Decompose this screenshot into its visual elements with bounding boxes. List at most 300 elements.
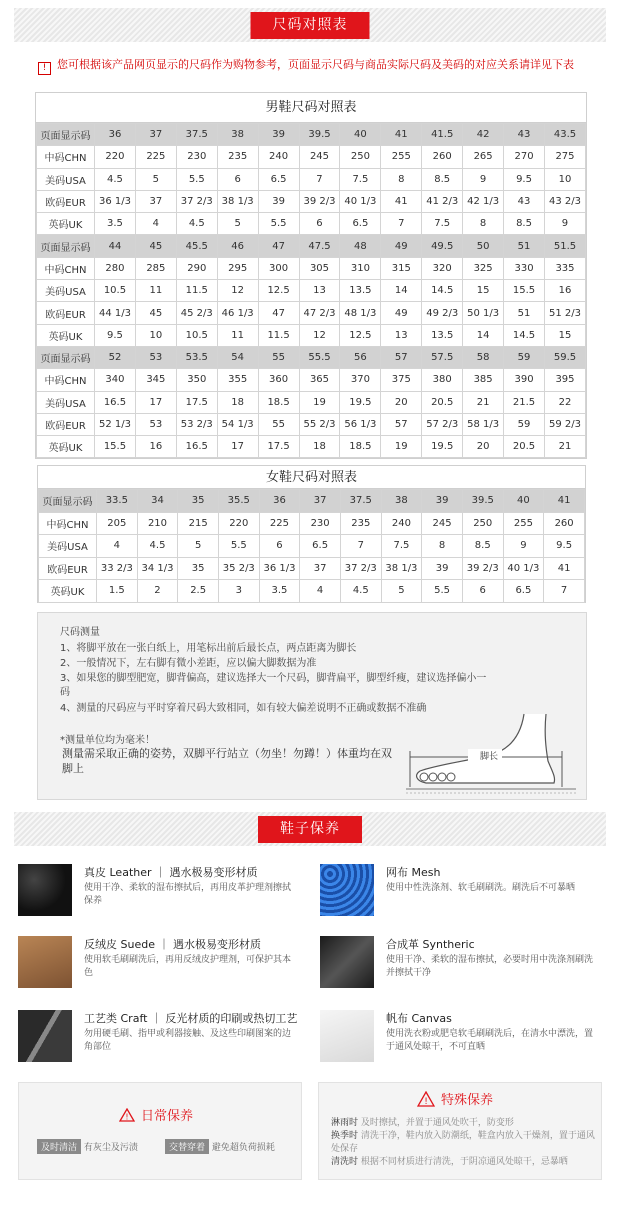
care-canvas — [320, 1010, 594, 1066]
care-title: 网布 Mesh — [386, 866, 441, 879]
table-row — [37, 302, 586, 324]
size-cell: 43.5 — [544, 124, 585, 146]
daily-text: 避免超负荷损耗 — [211, 1143, 275, 1153]
size-cell: 305 — [299, 257, 340, 279]
row-label-cell: 美码USA — [39, 535, 97, 558]
size-cell: 6 — [299, 213, 340, 235]
warning-icon — [119, 1108, 135, 1122]
special-label: 清洗时 — [331, 1157, 359, 1167]
synthetic-swatch — [320, 936, 374, 988]
size-cell: 21.5 — [504, 391, 545, 413]
size-cell: 45 — [135, 235, 176, 257]
size-cell: 225 — [135, 146, 176, 168]
size-cell: 33 2/3 — [97, 557, 138, 580]
size-cell: 38 1/3 — [381, 557, 422, 580]
size-cell: 22 — [544, 391, 585, 413]
care-desc: 使用干净、柔软的湿布擦拭，必要时用中洗涤剂刷洗并擦拭干净 — [386, 955, 594, 978]
size-cell: 375 — [381, 369, 422, 391]
size-cell: 265 — [463, 146, 504, 168]
size-cell: 5.5 — [218, 535, 259, 558]
row-label-cell: 欧码EUR — [37, 190, 95, 212]
size-cell: 325 — [463, 257, 504, 279]
leather-swatch — [18, 864, 72, 916]
size-cell: 57 2/3 — [422, 413, 463, 435]
size-cell: 41 2/3 — [422, 190, 463, 212]
size-cell: 51 2/3 — [544, 302, 585, 324]
size-cell: 12 — [217, 280, 258, 302]
row-label-cell: 美码USA — [37, 391, 95, 413]
size-cell: 7 — [381, 213, 422, 235]
size-cell: 45.5 — [176, 235, 217, 257]
size-cell: 37 — [300, 490, 341, 513]
size-cell: 11.5 — [176, 280, 217, 302]
size-cell: 300 — [258, 257, 299, 279]
special-text: 及时擦拭，并置于通风处吹干，防变形 — [360, 1118, 514, 1128]
size-cell: 40 1/3 — [340, 190, 381, 212]
size-cell: 335 — [544, 257, 585, 279]
size-cell: 240 — [381, 512, 422, 535]
size-cell: 47.5 — [299, 235, 340, 257]
size-cell: 54 1/3 — [217, 413, 258, 435]
measure-title: 尺码测量 — [60, 627, 100, 638]
row-label-cell: 欧码EUR — [37, 302, 95, 324]
size-cell: 53 2/3 — [176, 413, 217, 435]
size-cell: 18.5 — [258, 391, 299, 413]
size-cell: 10.5 — [95, 280, 136, 302]
size-cell: 7 — [299, 168, 340, 190]
size-cell: 21 — [463, 391, 504, 413]
size-cell: 240 — [258, 146, 299, 168]
size-cell: 215 — [178, 512, 219, 535]
daily-text: 有灰尘及污渍 — [83, 1143, 138, 1153]
size-cell: 8.5 — [422, 168, 463, 190]
size-cell: 41 — [544, 557, 585, 580]
size-cell: 38 1/3 — [217, 190, 258, 212]
table-row — [37, 168, 586, 190]
size-cell: 9.5 — [504, 168, 545, 190]
table-row — [39, 512, 585, 535]
size-cell: 42 1/3 — [463, 190, 504, 212]
size-cell: 19 — [299, 391, 340, 413]
row-label-cell: 中码CHN — [37, 146, 95, 168]
womens-table-title: 女鞋尺码对照表 — [38, 466, 585, 489]
size-cell: 3.5 — [95, 213, 136, 235]
size-cell: 37 — [135, 190, 176, 212]
care-desc: 使用干净、柔软的湿布擦拭后，再用皮革护理剂擦拭保养 — [84, 883, 292, 906]
size-cell: 45 — [135, 302, 176, 324]
size-cell: 47 — [258, 302, 299, 324]
size-cell: 11.5 — [258, 324, 299, 346]
size-cell: 8 — [422, 535, 463, 558]
size-cell: 57 — [381, 413, 422, 435]
measure-line-1: 1、将脚平放在一张白纸上，用笔标出前后最长点，两点距离为脚长 — [60, 643, 357, 654]
size-cell: 4 — [97, 535, 138, 558]
size-cell: 8 — [381, 168, 422, 190]
size-cell: 55 — [258, 413, 299, 435]
row-label-cell: 英码UK — [39, 580, 97, 603]
size-cell: 41 — [544, 490, 585, 513]
size-cell: 16.5 — [95, 391, 136, 413]
table-row — [37, 413, 586, 435]
size-cell: 380 — [422, 369, 463, 391]
daily-care-title-text: 日常保养 — [141, 1109, 194, 1124]
size-cell: 53 — [135, 413, 176, 435]
size-cell: 260 — [544, 512, 585, 535]
size-cell: 250 — [340, 146, 381, 168]
special-label: 淋雨时 — [331, 1118, 359, 1128]
size-cell: 8.5 — [504, 213, 545, 235]
size-cell: 12.5 — [258, 280, 299, 302]
size-cell: 40 — [340, 124, 381, 146]
size-cell: 7 — [340, 535, 381, 558]
size-cell: 19.5 — [340, 391, 381, 413]
size-cell: 37 — [300, 557, 341, 580]
table-header-row — [39, 490, 585, 513]
size-cell: 390 — [504, 369, 545, 391]
size-cell: 36 — [259, 490, 300, 513]
size-cell: 230 — [300, 512, 341, 535]
size-cell: 6.5 — [300, 535, 341, 558]
size-cell: 46 1/3 — [217, 302, 258, 324]
size-cell: 210 — [137, 512, 178, 535]
size-cell: 14 — [381, 280, 422, 302]
care-desc: 使用软毛刷刷洗后，再用反绒皮护理剂，可保护其本色 — [84, 955, 292, 978]
size-cell: 58 — [463, 346, 504, 368]
size-cell: 36 — [95, 124, 136, 146]
size-cell: 17.5 — [176, 391, 217, 413]
size-cell: 15 — [544, 324, 585, 346]
row-label-cell: 英码UK — [37, 436, 95, 458]
shoe-care-banner — [14, 812, 606, 846]
warning-icon: ! — [38, 62, 51, 75]
size-cell: 3.5 — [259, 580, 300, 603]
measure-guide — [37, 612, 587, 800]
womens-size-table — [37, 465, 586, 603]
size-cell: 9 — [544, 213, 585, 235]
womens-table-grid — [38, 489, 585, 603]
size-cell: 18 — [217, 391, 258, 413]
size-cell: 385 — [463, 369, 504, 391]
size-cell: 39 — [258, 124, 299, 146]
size-cell: 13.5 — [422, 324, 463, 346]
size-cell: 51 — [504, 302, 545, 324]
size-cell: 235 — [217, 146, 258, 168]
size-cell: 365 — [299, 369, 340, 391]
table-row — [37, 146, 586, 168]
size-cell: 225 — [259, 512, 300, 535]
size-cell: 14 — [463, 324, 504, 346]
size-cell: 4 — [135, 213, 176, 235]
size-cell: 47 2/3 — [299, 302, 340, 324]
size-cell: 20 — [381, 391, 422, 413]
notice-text: 您可根据该产品网页显示的尺码作为购物参考，页面显示尺码与商品实际尺码及美码的对应关系请详见下表 — [57, 58, 574, 71]
size-cell: 35 — [178, 557, 219, 580]
size-cell: 50 1/3 — [463, 302, 504, 324]
table-row — [37, 190, 586, 212]
table-row — [39, 535, 585, 558]
care-desc: 使用中性洗涤剂、软毛刷刷洗。刷洗后不可暴晒 — [386, 883, 576, 893]
size-cell: 35 2/3 — [218, 557, 259, 580]
row-label-cell: 欧码EUR — [39, 557, 97, 580]
size-cell: 2.5 — [178, 580, 219, 603]
svg-text:!: ! — [125, 1112, 129, 1122]
size-cell: 45 2/3 — [176, 302, 217, 324]
size-cell: 59 — [504, 346, 545, 368]
size-cell: 39.5 — [462, 490, 503, 513]
size-cell: 3 — [218, 580, 259, 603]
size-cell: 55 2/3 — [299, 413, 340, 435]
size-cell: 8.5 — [462, 535, 503, 558]
size-cell: 40 1/3 — [503, 557, 544, 580]
size-cell: 5.5 — [422, 580, 463, 603]
special-item-2 — [331, 1130, 597, 1156]
size-cell: 34 — [137, 490, 178, 513]
special-item-3 — [331, 1156, 597, 1169]
care-craft — [18, 1010, 298, 1066]
care-synthetic — [320, 936, 594, 992]
size-cell: 9.5 — [95, 324, 136, 346]
size-cell: 6.5 — [340, 213, 381, 235]
size-cell: 10 — [544, 168, 585, 190]
size-cell: 14.5 — [504, 324, 545, 346]
mens-table-grid — [36, 123, 586, 458]
table-row — [39, 557, 585, 580]
size-cell: 355 — [217, 369, 258, 391]
size-cell: 52 — [95, 346, 136, 368]
table-row — [37, 324, 586, 346]
size-cell: 245 — [299, 146, 340, 168]
size-cell: 37 — [135, 124, 176, 146]
size-cell: 46 — [217, 235, 258, 257]
size-cell: 7 — [544, 580, 585, 603]
size-cell: 15.5 — [504, 280, 545, 302]
size-cell: 51 — [504, 235, 545, 257]
size-cell: 49 — [381, 302, 422, 324]
size-cell: 42 — [463, 124, 504, 146]
size-cell: 16 — [544, 280, 585, 302]
row-label-cell: 页面显示码 — [39, 490, 97, 513]
size-cell: 37 2/3 — [340, 557, 381, 580]
size-cell: 37 2/3 — [176, 190, 217, 212]
size-cell: 39 — [422, 557, 463, 580]
measure-line-4: 4、测量的尺码应与平时穿着尺码大致相同，如有较大偏差说明不正确或数据不准确 — [60, 703, 427, 714]
size-cell: 52 1/3 — [95, 413, 136, 435]
table-row — [37, 280, 586, 302]
size-cell: 4.5 — [95, 168, 136, 190]
size-cell: 55.5 — [299, 346, 340, 368]
size-cell: 48 1/3 — [340, 302, 381, 324]
measure-line-2: 2、一般情况下，左右脚有微小差距，应以偏大脚数据为准 — [60, 658, 317, 669]
special-text: 清洗干净，鞋内放入防潮纸，鞋盒内放入干燥剂，置于通风处保存 — [331, 1131, 595, 1154]
size-cell: 21 — [544, 436, 585, 458]
size-cell: 37.5 — [340, 490, 381, 513]
size-cell: 40 — [503, 490, 544, 513]
care-title: 帆布 Canvas — [386, 1012, 452, 1025]
table-row — [37, 391, 586, 413]
care-title: 合成革 Syntheric — [386, 938, 475, 951]
size-cell: 19 — [381, 436, 422, 458]
size-cell: 19.5 — [422, 436, 463, 458]
size-cell: 39 2/3 — [462, 557, 503, 580]
size-cell: 16.5 — [176, 436, 217, 458]
size-cell: 57 — [381, 346, 422, 368]
size-cell: 5 — [217, 213, 258, 235]
daily-care-title — [119, 1105, 193, 1124]
size-cell: 5 — [381, 580, 422, 603]
size-cell: 39.5 — [299, 124, 340, 146]
size-cell: 37.5 — [176, 124, 217, 146]
size-cell: 43 2/3 — [544, 190, 585, 212]
size-cell: 15.5 — [95, 436, 136, 458]
size-cell: 6 — [259, 535, 300, 558]
size-cell: 13.5 — [340, 280, 381, 302]
size-cell: 10.5 — [176, 324, 217, 346]
row-label-cell: 英码UK — [37, 324, 95, 346]
size-cell: 6 — [462, 580, 503, 603]
size-cell: 20.5 — [504, 436, 545, 458]
size-cell: 370 — [340, 369, 381, 391]
unit-note: *测量单位均为毫米！ — [60, 735, 155, 746]
size-cell: 255 — [503, 512, 544, 535]
size-cell: 17 — [217, 436, 258, 458]
care-title: 真皮 Leather ｜ 遇水极易变形材质 — [84, 866, 258, 879]
posture-note: 测量需采取正确的姿势，双脚平行站立（勿坐！勿蹲！）体重均在双脚上 — [62, 747, 392, 775]
size-cell: 59 — [504, 413, 545, 435]
care-title: 工艺类 Craft ｜ 反光材质的印刷或热切工艺 — [84, 1012, 298, 1025]
size-cell: 18 — [299, 436, 340, 458]
size-cell: 41 — [381, 190, 422, 212]
size-cell: 55 — [258, 346, 299, 368]
mens-size-table — [35, 92, 587, 459]
size-cell: 59.5 — [544, 346, 585, 368]
craft-swatch — [18, 1010, 72, 1062]
notice-line — [38, 56, 574, 75]
size-cell: 230 — [176, 146, 217, 168]
row-label-cell: 页面显示码 — [37, 235, 95, 257]
size-cell: 5 — [135, 168, 176, 190]
care-title: 反绒皮 Suede ｜ 遇水极易变形材质 — [84, 938, 261, 951]
special-text: 根据不同材质进行清洗，于阴凉通风处晾干，忌暴晒 — [360, 1157, 568, 1167]
row-label-cell: 中码CHN — [37, 257, 95, 279]
size-cell: 7.5 — [381, 535, 422, 558]
care-leather — [18, 864, 292, 920]
size-cell: 58 1/3 — [463, 413, 504, 435]
size-cell: 49.5 — [422, 235, 463, 257]
size-cell: 14.5 — [422, 280, 463, 302]
table-header-row — [37, 124, 586, 146]
size-cell: 6 — [217, 168, 258, 190]
size-cell: 47 — [258, 235, 299, 257]
daily-chip: 交替穿着 — [165, 1139, 209, 1154]
size-cell: 38 — [217, 124, 258, 146]
size-cell: 33.5 — [97, 490, 138, 513]
size-cell: 4.5 — [176, 213, 217, 235]
size-chart-banner — [14, 8, 606, 42]
row-label-cell: 美码USA — [37, 280, 95, 302]
size-cell: 57.5 — [422, 346, 463, 368]
size-cell: 13 — [381, 324, 422, 346]
size-cell: 39 2/3 — [299, 190, 340, 212]
size-cell: 12.5 — [340, 324, 381, 346]
size-cell: 41.5 — [422, 124, 463, 146]
special-care-title-text: 特殊保养 — [441, 1093, 494, 1108]
daily-care-box — [18, 1082, 302, 1180]
size-cell: 15 — [463, 280, 504, 302]
size-cell: 43 — [504, 124, 545, 146]
size-cell: 9 — [463, 168, 504, 190]
size-cell: 9.5 — [544, 535, 585, 558]
size-cell: 12 — [299, 324, 340, 346]
size-cell: 275 — [544, 146, 585, 168]
size-cell: 220 — [95, 146, 136, 168]
special-label: 换季时 — [331, 1131, 359, 1141]
row-label-cell: 美码USA — [37, 168, 95, 190]
size-cell: 350 — [176, 369, 217, 391]
svg-text:!: ! — [424, 1097, 428, 1107]
size-cell: 320 — [422, 257, 463, 279]
size-cell: 315 — [381, 257, 422, 279]
size-cell: 56 — [340, 346, 381, 368]
size-cell: 220 — [218, 512, 259, 535]
size-cell: 20 — [463, 436, 504, 458]
size-cell: 49 — [381, 235, 422, 257]
size-cell: 44 1/3 — [95, 302, 136, 324]
size-cell: 39 — [422, 490, 463, 513]
size-cell: 245 — [422, 512, 463, 535]
table-row — [39, 580, 585, 603]
size-cell: 35.5 — [218, 490, 259, 513]
size-cell: 53.5 — [176, 346, 217, 368]
size-cell: 10 — [135, 324, 176, 346]
size-cell: 280 — [95, 257, 136, 279]
size-cell: 345 — [135, 369, 176, 391]
size-chart-title: 尺码对照表 — [251, 12, 370, 39]
size-cell: 6.5 — [258, 168, 299, 190]
canvas-swatch — [320, 1010, 374, 1062]
size-cell: 13 — [299, 280, 340, 302]
size-cell: 8 — [463, 213, 504, 235]
size-cell: 7.5 — [422, 213, 463, 235]
size-cell: 340 — [95, 369, 136, 391]
size-cell: 360 — [258, 369, 299, 391]
special-care-title — [417, 1089, 493, 1108]
size-cell: 43 — [504, 190, 545, 212]
size-cell: 1.5 — [97, 580, 138, 603]
size-cell: 235 — [340, 512, 381, 535]
care-desc: 使用洗衣粉或肥皂软毛刷刷洗后，在清水中漂洗，置于通风处晾干，不可直晒 — [386, 1029, 594, 1052]
table-row — [37, 369, 586, 391]
size-cell: 17 — [135, 391, 176, 413]
size-cell: 17.5 — [258, 436, 299, 458]
size-cell: 260 — [422, 146, 463, 168]
table-header-row — [37, 346, 586, 368]
size-cell: 255 — [381, 146, 422, 168]
size-cell: 38 — [381, 490, 422, 513]
size-cell: 330 — [504, 257, 545, 279]
size-cell: 250 — [462, 512, 503, 535]
size-cell: 16 — [135, 436, 176, 458]
table-row — [37, 257, 586, 279]
size-cell: 5.5 — [258, 213, 299, 235]
size-cell: 35 — [178, 490, 219, 513]
size-cell: 39 — [258, 190, 299, 212]
size-cell: 290 — [176, 257, 217, 279]
size-cell: 395 — [544, 369, 585, 391]
size-cell: 50 — [463, 235, 504, 257]
size-cell: 20.5 — [422, 391, 463, 413]
daily-item-1 — [37, 1139, 138, 1154]
size-cell: 310 — [340, 257, 381, 279]
